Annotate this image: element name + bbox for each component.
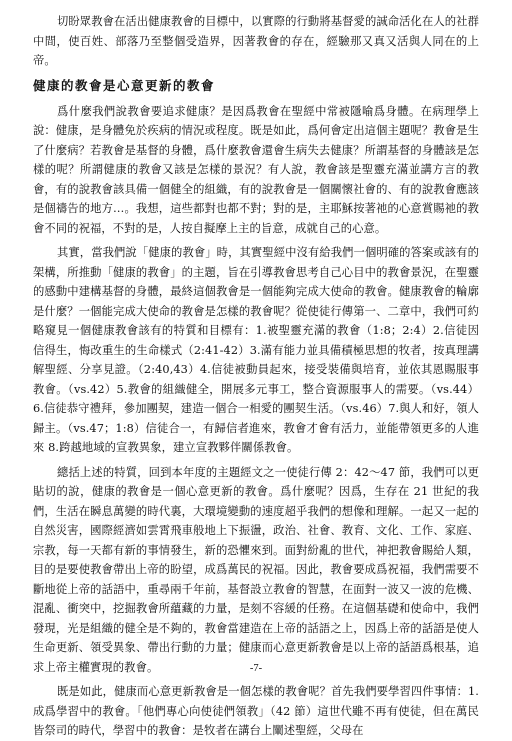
intro-paragraph: 切盼眾教會在活出健康教會的目標中，以實際的行動將基督愛的誠命活化在人的社群中間，使百姓、部落乃至整個受造界，因著教會的存在，經驗那又真又活與人同在的上帝。 <box>33 15 479 67</box>
body-paragraph-4: 既是如此，健康而心意更新教會是一個怎樣的教會呢？首先我們要學習四件事情：1.成爲學習中的教會。「他們專心向使徒們領教」（42 節）這世代雖不再有使徒，但在萬民皆祭司的時代，學習中的教會：是牧者在講台上闡述聖經，父母在 <box>33 685 479 737</box>
section-heading: 健康的教會是心意更新的教會 <box>33 77 216 93</box>
body-paragraph-2: 其實，當我們說「健康的教會」時，其實聖經中沒有給我們一個明確的答案或該有的架構，所推動「健康的教會」的主題，旨在引導教會思考自己心目中的教會景況，在聖靈的感動中建構基督的身體，最終這個教會是一個能夠完成大使命的教會。健康教會的輪廓是什麼？一個能完成大使命的教會是怎樣的教會呢？從使徒行傳第一、二章中，我們可約略窺見一個健康教會該有的特質和目標有：1.被聖靈充滿的教會（1:8；2:4）2.信徒因信得生，悔改重生的生命樣式（2:41-42）3.滿有能力並具備積極思想的牧者，按真理講解聖經、分享見證。（2:40,43）4.信徒被動員起來，接受裝備與培育，並依其恩賜服事教會。（vs.42）5.教會的組織健全，開展多元事工，整合資源服事人的需要。（vs.44）6.信徒恭守禮拜，參加團契，建造一個合一相愛的團契生活。（vs.46）7.與人和好，領人歸主。（vs.47；1:8）信徒合一，有歸信者進來，教會才會有活力，並能帶領更多的人進來 8.跨越地域的宣教異象，建立宣教夥伴關係教會。 <box>33 246 479 454</box>
page-number: -7- <box>249 663 263 674</box>
body-paragraph-1: 爲什麼我們說教會要追求健康？是因爲教會在聖經中常被隱喻爲身體。在病理學上說：健康，是身體免於疾病的情況或程度。既是如此，爲何會定出這個主題呢？教會是生了什麼病？若教會是基督的身體，爲什麼教會還會生病失去健康？所謂基督的身體該是怎樣的呢？所謂健康的教會又該是怎樣的景況？有人說，教會該是聖靈充滿並講方言的教會，有的說教會該具備一個健全的組織，有的說教會是一個關懷社會的、有的說教會應該是個禱告的地方…。我想，這些都對也都不對；對的是，主耶穌按著祂的心意賞賜祂的教會不同的祝福，不對的是，人按自擬摩上主的旨意，成就自己的心意。 <box>33 104 479 235</box>
body-paragraph-3: 總括上述的特質，回到本年度的主題經文之一使徒行傳 2：42～47 節，我們可以更貼切的說，健康的教會是一個心意更新的教會。爲什麼呢？因爲，生存在 21 世紀的我們，生活在瞬息萬變的時代裏，大環境變動的速度超乎我們的想像和理解。一起又一起的自然災害，國際經濟如雲霄飛車般地上下振盪，政治、社會、教育、文化、工作、家庭、宗教，每一天都有新的事情發生，新的恐懼來到。面對紛亂的世代，神把教會賜給人類，目的是要使教會帶出上帝的盼望，成爲萬民的祝福。因此，教會要成爲祝福，我們需要不斷地從上帝的話語中，重尋兩千年前，基督設立教會的智慧，在面對一波又一波的危機、混亂、衝突中，挖掘教會所蘊藏的力量，是刻不容緩的任務。在這個基礎和使命中，我們發現，光是組織的健全是不夠的，教會當建造在上帝的話語之上，因爲上帝的話語是使人生命更新、領受異象、帶出行動的力量；健康而心意更新教會是以上帝的話語爲根基，追求上帝主權實現的教會。 <box>33 465 479 674</box>
